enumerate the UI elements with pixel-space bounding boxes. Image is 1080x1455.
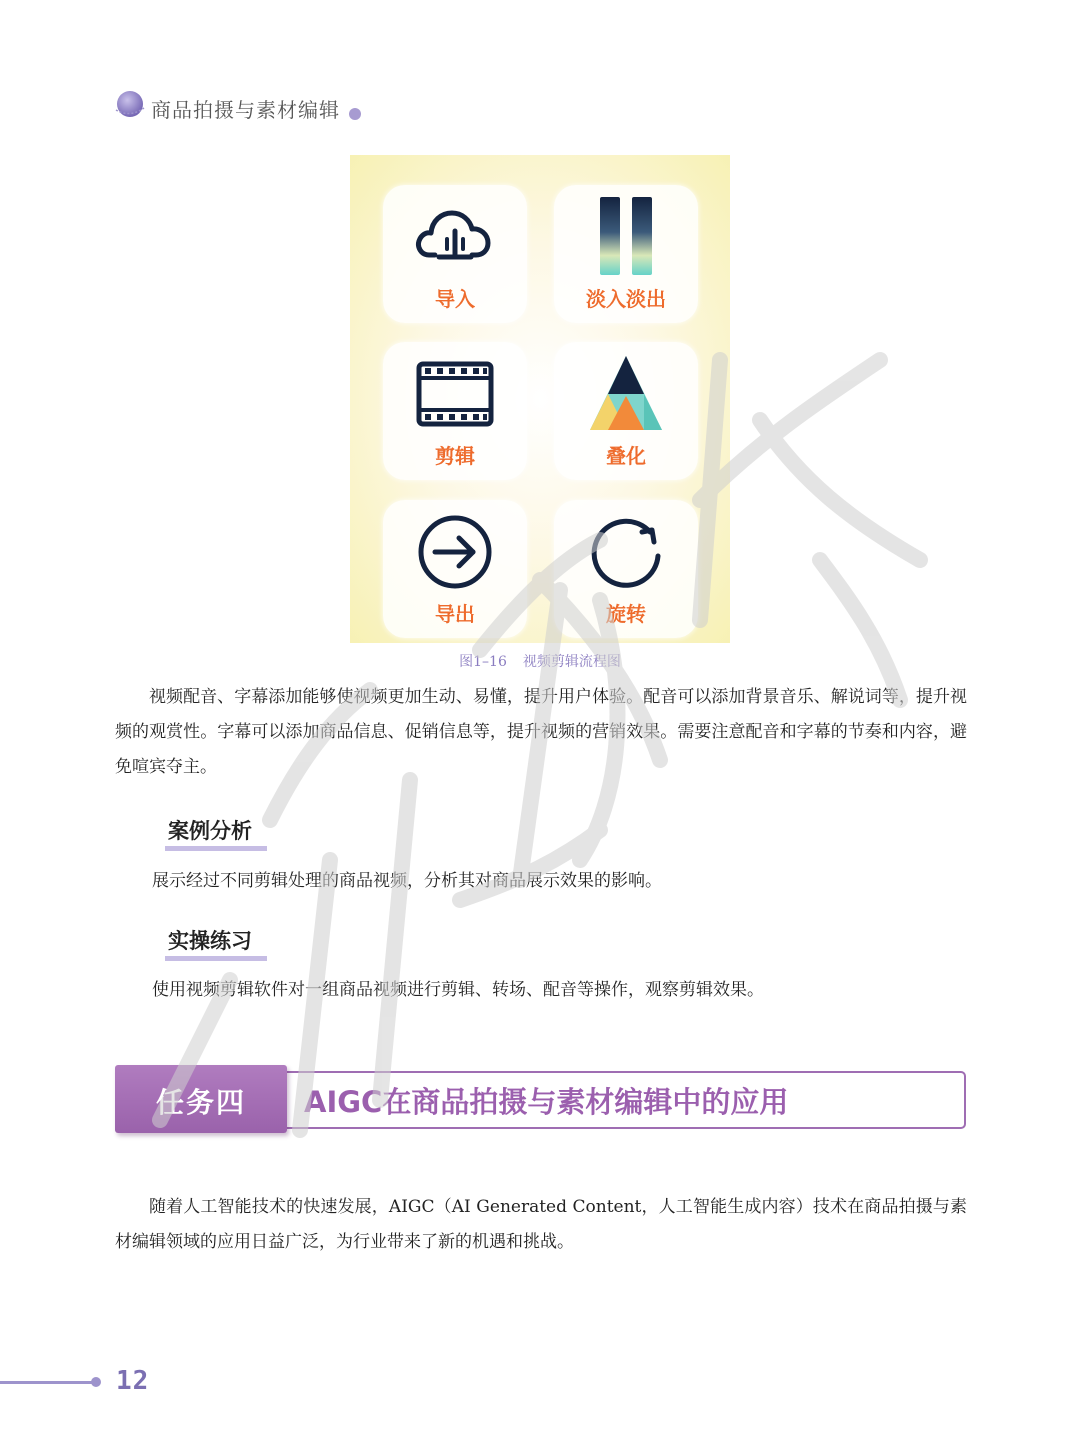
tile-import: [383, 185, 527, 323]
heading-underline: [165, 846, 267, 851]
caption-number: 图1–16: [459, 654, 507, 670]
fade-bars-icon: [586, 197, 666, 277]
case-analysis-text: 展示经过不同剪辑处理的商品视频，分析其对商品展示效果的影响。: [152, 871, 662, 891]
tile-label: 叠化: [606, 444, 646, 468]
footer-dot: [91, 1377, 101, 1387]
header-dot: [349, 108, 361, 120]
task-tag-text: 任务四: [155, 1086, 246, 1119]
film-strip-icon: [415, 354, 495, 434]
body-paragraph: 视频配音、字幕添加能够使视频更加生动、易懂，提升用户体验。配音可以添加背景音乐、解说词等，提升视频的观赏性。字幕可以添加商品信息、促销信息等，提升视频的营销效果。需要注意配音和字幕的节奏和内容，避免喧宾夺主。: [115, 687, 967, 777]
tile-dissolve: [554, 342, 698, 480]
case-analysis-heading-text: 案例分析: [168, 819, 252, 843]
overlay-triangle-icon: [586, 354, 666, 434]
practice-text: 使用视频剪辑软件对一组商品视频进行剪辑、转场、配音等操作，观察剪辑效果。: [152, 980, 764, 1000]
caption-text: 视频剪辑流程图: [522, 654, 621, 670]
tile-label: 导出: [435, 602, 475, 626]
tile-clip: [383, 342, 527, 480]
practice-heading: [165, 925, 255, 957]
tile-rotate: [554, 500, 698, 638]
running-header: [113, 88, 413, 128]
tile-label: 淡入淡出: [586, 287, 666, 311]
body-paragraph: 随着人工智能技术的快速发展，AIGC（AI Generated Content，人工智能生成内容）技术在商品拍摄与素材编辑领域的应用日益广泛，为行业带来了新的机遇和挑战。: [115, 1197, 967, 1252]
arrow-circle-icon: [415, 512, 495, 592]
case-analysis-heading: [165, 815, 255, 847]
video-editing-flowchart: [350, 155, 730, 643]
tile-label: 导入: [435, 287, 475, 311]
tile-export: [383, 500, 527, 638]
header-title: 商品拍摄与素材编辑: [151, 98, 340, 122]
cloud-upload-icon: [415, 197, 495, 277]
figure-caption: [0, 651, 1080, 671]
tile-label: 剪辑: [435, 444, 475, 468]
planet-logo-icon: [113, 88, 147, 122]
task-tag: [115, 1065, 287, 1133]
practice-heading-text: 实操练习: [168, 929, 252, 953]
page-number: 12: [116, 1366, 150, 1396]
rotate-icon: [586, 512, 666, 592]
tile-label: 旋转: [606, 602, 646, 626]
heading-underline: [165, 956, 267, 961]
task-title: AIGC在商品拍摄与素材编辑中的应用: [304, 1085, 789, 1119]
tile-fade: [554, 185, 698, 323]
footer-line: [0, 1381, 92, 1384]
